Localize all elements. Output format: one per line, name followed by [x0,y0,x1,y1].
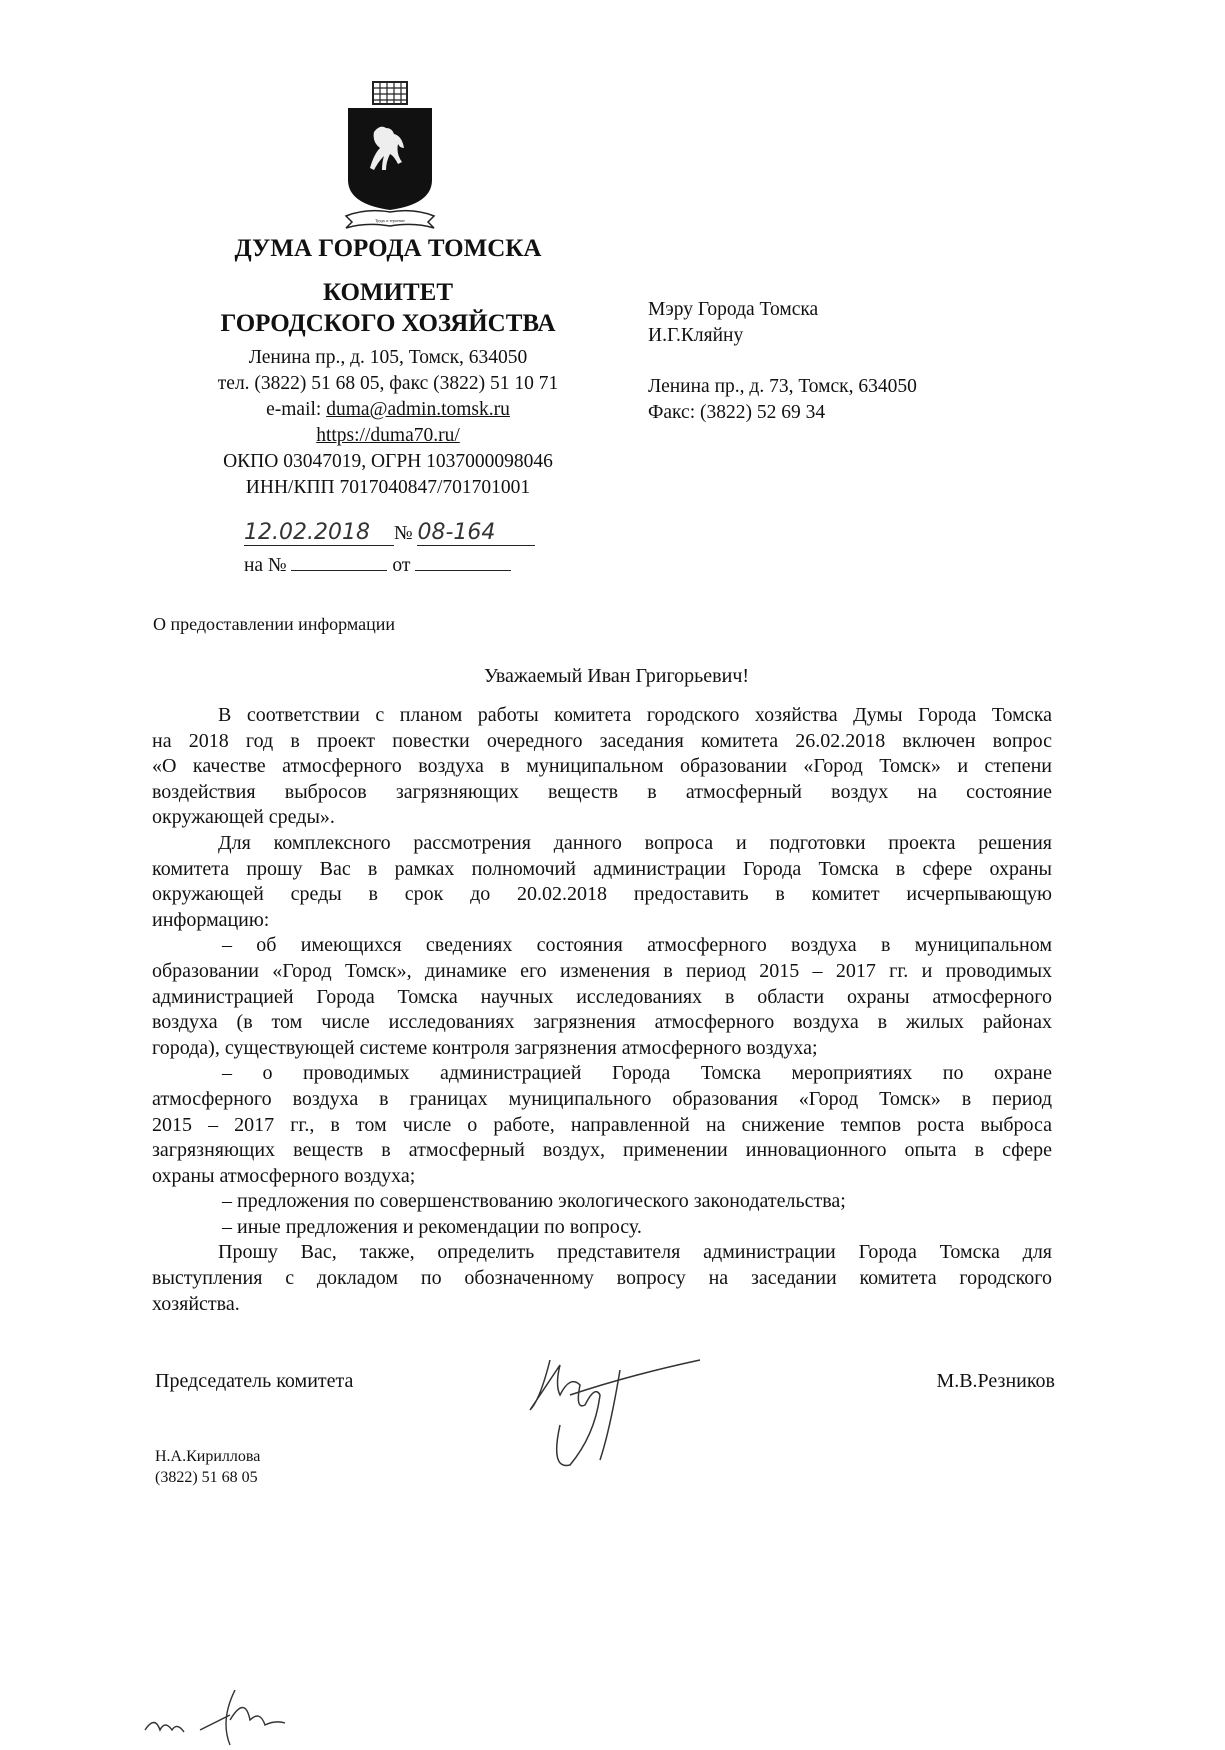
recipient-fax: Факс: (3822) 52 69 34 [648,402,826,423]
paragraph-line: 2015 – 2017 гг., в том числе о работе, направленной на снижение темпов роста выброса [152,1113,1052,1136]
registration-line [244,520,535,546]
paragraph [152,1215,1052,1241]
paragraph-line: образовании «Город Томск», динамике его изменения в период 2015 – 2017 гг. и проводимых [152,959,1052,982]
email-link[interactable]: duma@admin.tomsk.ru [326,399,510,420]
paragraph-line: Для комплексного рассмотрения данного вопроса и подготовки проекта решения [218,831,1052,854]
paragraph-line: администрацией Города Томска научных исследованиях в области охраны атмосферного [152,985,1052,1008]
reference-line [244,552,511,577]
sender-phone: тел. (3822) 51 68 05, факс (3822) 51 10 71 [217,373,559,394]
ref-date-blank [415,552,511,571]
crest-motto: Трудъ и терпение [375,218,405,223]
website-link[interactable]: https://duma70.ru/ [316,425,460,446]
ref-label: на № [244,555,287,576]
paragraph-line: воздействия выбросов загрязняющих веществ в атмосферный воздух на состояние [152,780,1052,803]
recipient-title: Мэру Города Томска [648,299,819,320]
paragraph-line: информацию: [152,908,270,931]
paragraph-line: атмосферного воздуха в границах муниципального образования «Город Томск» в период [152,1087,1052,1110]
paragraph [152,831,1052,933]
paragraph [152,1240,1052,1317]
executor-phone: (3822) 51 68 05 [155,1469,258,1486]
org-name: ДУМА ГОРОДА ТОМСКА [234,235,542,262]
executor-name: Н.А.Кириллова [155,1448,261,1465]
paragraph [152,1061,1052,1189]
paragraph-line: В соответствии с планом работы комитета городского хозяйства Думы Города Томска [218,704,1052,726]
registration-date: 12.02.2018 [244,520,394,546]
ref-number-blank [291,552,387,571]
greeting: Уважаемый Иван Григорьевич! [483,665,750,687]
sender-okpo: ОКПО 03047019, ОГРН 1037000098046 [223,451,553,472]
paragraph-line: «О качестве атмосферного воздуха в муниципальном образовании «Город Томск» и степени [152,755,1052,778]
registration-number: 08-164 [417,520,535,546]
paragraph-line: воздуха (в том числе исследованиях загрязнения атмосферного воздуха в жилых районах [152,1011,1052,1034]
paragraph-line: – иные предложения и рекомендации по вопросу. [222,1215,642,1238]
sender-address: Ленина пр., д. 105, Томск, 634050 [248,347,528,368]
paragraph-line: выступления с докладом по обозначенному вопросу на заседании комитета городского [152,1267,1052,1290]
recipient-address: Ленина пр., д. 73, Томск, 634050 [648,376,917,397]
recipient-name: И.Г.Кляйну [648,325,744,346]
paragraph-line: Прошу Вас, также, определить представителя администрации Города Томска для [218,1241,1052,1264]
paragraph-line: – о проводимых администрацией Города Томска мероприятиях по охране [222,1062,1052,1085]
paragraph-line: загрязняющих веществ в атмосферный воздух, применении инновационного опыта в сфере [152,1139,1052,1162]
number-label: № [394,523,413,544]
paragraph-line: на 2018 год в проект повестки очередного заседания комитета 26.02.2018 включен вопрос [152,729,1052,752]
email-label: e-mail: [266,399,327,420]
handwritten-signature [510,1350,710,1470]
committee-name-line1: КОМИТЕТ [322,279,454,306]
paragraph-line: окружающей среды в срок до 20.02.2018 предоставить в комитет исчерпывающую [152,883,1052,906]
signatory-name: М.В.Резников [936,1370,1055,1392]
paragraph-line: охраны атмосферного воздуха; [152,1164,416,1187]
paragraph-line: хозяйства. [152,1292,240,1315]
paragraph [152,933,1052,1061]
committee-name-line2: ГОРОДСКОГО ХОЗЯЙСТВА [220,310,556,337]
paragraph-line: – предложения по совершенствованию экологического законодательства; [222,1190,846,1213]
paragraph [152,1189,1052,1215]
signature-position: Председатель комитета [155,1370,354,1392]
city-coat-of-arms-logo [340,80,440,230]
paragraph [152,703,1052,831]
paragraph-line: – об имеющихся сведениях состояния атмосферного воздуха в муниципальном [222,934,1052,957]
from-label: от [392,555,411,576]
letter-body [152,703,1052,1317]
sender-inn: ИНН/КПП 7017040847/701701001 [245,477,531,498]
paragraph-line: города), существующей системе контроля загрязнения атмосферного воздуха; [152,1036,818,1059]
sender-website-line [185,423,591,449]
sender-email-line [185,397,591,423]
paragraph-line: окружающей среды». [152,806,335,829]
subject: О предоставлении информации [153,614,395,634]
approval-initials-signature [140,1690,360,1750]
paragraph-line: комитета прошу Вас в рамках полномочий администрации Города Томска в сфере охраны [152,857,1052,880]
